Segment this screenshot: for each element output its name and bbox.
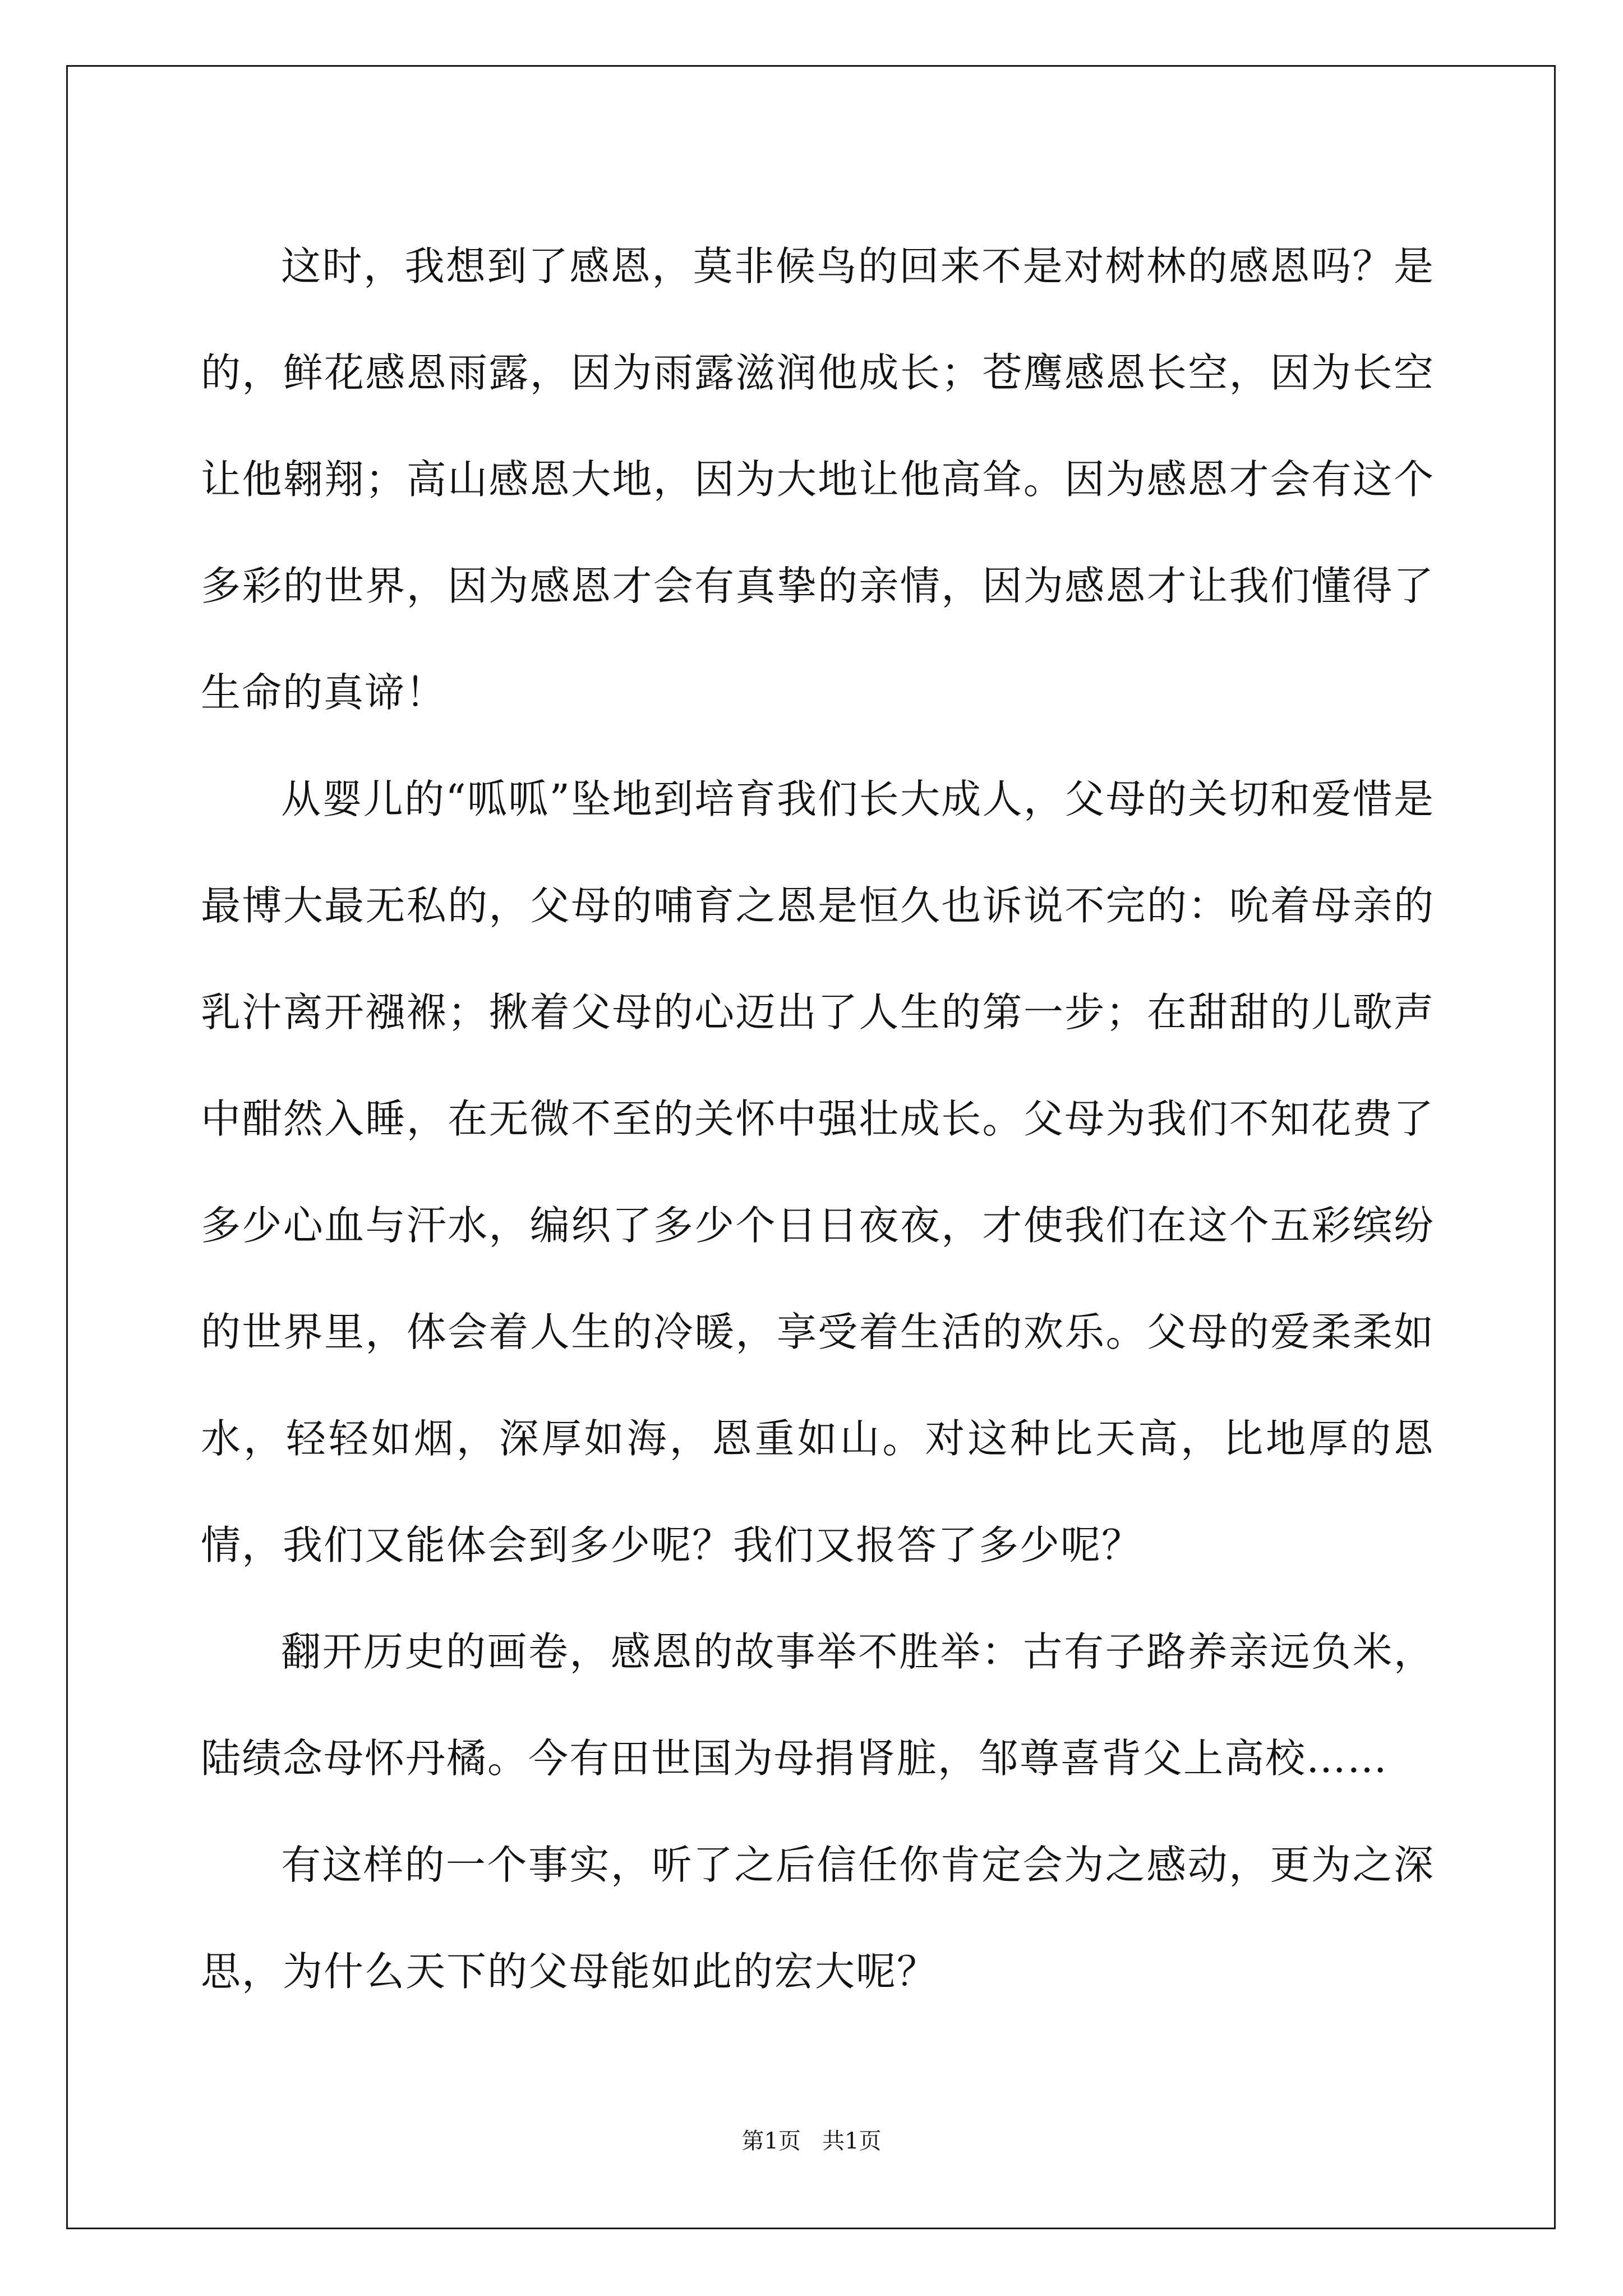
paragraph: 翻开历史的画卷，感恩的故事举不胜举：古有子路养亲远负米，陆绩念母怀丹橘。今有田世国为母捐肾脏，邹尊喜背父上高校……: [201, 1628, 1435, 1782]
paragraph: 从婴儿的“呱呱”坠地到培育我们长大成人，父母的关切和爱惜是最博大最无私的，父母的哺育之恩是恒久也诉说不完的：吮着母亲的乳汁离开襁褓；揪着父母的心迈出了人生的第一步；在甜甜的儿歌声中酣然入睡，在无微不至的关怀中强壮成长。父母为我们不知花费了多少心血与汗水，编织了多少个日日夜夜，才使我们在这个五彩缤纷的世界里，体会着人生的冷暖，享受着生活的欢乐。父母的爱柔柔如水，轻轻如烟，深厚如海，恩重如山。对这种比天高，比地厚的恩情，我们又能体会到多少呢？我们又报答了多少呢？: [201, 776, 1435, 1568]
paragraph: 这时，我想到了感恩，莫非候鸟的回来不是对树林的感恩吗？是的，鲜花感恩雨露，因为雨露滋润他成长；苍鹰感恩长空，因为长空让他翱翔；高山感恩大地，因为大地让他高耸。因为感恩才会有这个多彩的世界，因为感恩才会有真挚的亲情，因为感恩才让我们懂得了生命的真谛！: [201, 243, 1435, 716]
page-number: 第1页: [741, 2128, 801, 2154]
page-total: 共1页: [822, 2128, 882, 2154]
paragraph: 有这样的一个事实，听了之后信任你肯定会为之感动，更为之深思，为什么天下的父母能如此的宏大呢？: [201, 1842, 1435, 1995]
document-body: [201, 213, 1435, 2025]
page-footer: [0, 2127, 1623, 2155]
